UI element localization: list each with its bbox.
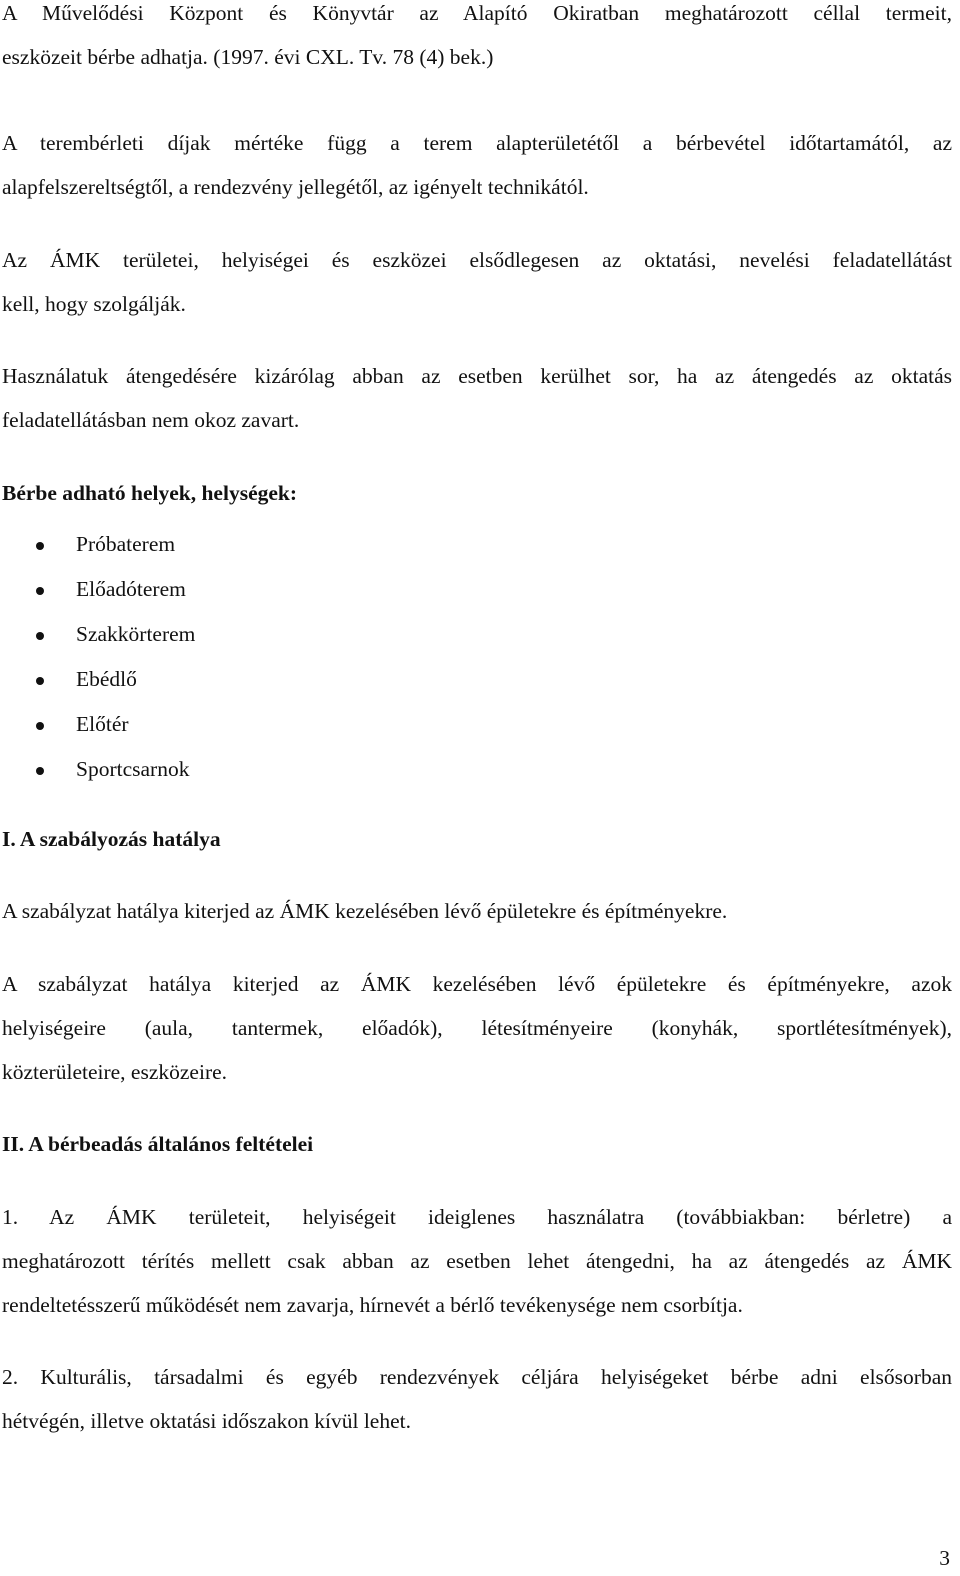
bullet-icon [36,677,44,685]
list-item-label: Sportcsarnok [76,757,190,781]
section-heading: I. A szabályozás hatálya [2,827,221,851]
page-number: 3 [939,1546,950,1570]
paragraph-line: rendeltetésszerű működését nem zavarja, hírnevét a bérlő tevékenysége nem csorbítja. [2,1293,743,1317]
paragraph-line: A szabályzat hatálya kiterjed az ÁMK kezelésében lévő épületekre és építményekre. [2,899,728,923]
list-item-label: Próbaterem [76,532,176,556]
bullet-icon [36,632,44,640]
paragraph-line: eszközeit bérbe adhatja. (1997. évi CXL. Tv. 78 (4) bek.) [2,45,494,69]
bullet-icon [36,767,44,775]
paragraph-line: meghatározott térítés mellett csak abban az esetben lehet átengedni, ha az átengedés az ÁMK [2,1249,952,1273]
paragraph-line: közterületeire, eszközeire. [2,1060,228,1084]
paragraph-line: kell, hogy szolgálják. [2,292,186,316]
list-heading: Bérbe adható helyek, helységek: [2,481,298,505]
list-item-label: Ebédlő [76,667,137,691]
paragraph-line: A terembérleti díjak mértéke függ a terem alapterületétől a bérbevétel időtartamától, az [2,131,952,155]
paragraph-line: Használatuk átengedésére kizárólag abban az esetben kerülhet sor, ha az átengedés az oktatás [2,364,952,388]
list-item-label: Előtér [76,712,129,736]
list-item-label: Szakkörterem [76,622,196,646]
paragraph-line: feladatellátásban nem okoz zavart. [2,408,300,432]
bullet-icon [36,722,44,730]
paragraph-line: helyiségeire (aula, tantermek, előadók), létesítményeire (konyhák, sportlétesítmények), [2,1016,952,1040]
bullet-icon [36,542,44,550]
list-item-label: Előadóterem [76,577,186,601]
bullet-icon [36,587,44,595]
paragraph-line: A szabályzat hatálya kiterjed az ÁMK kezelésében lévő épületekre és építményekre, azok [2,972,952,996]
paragraph-line: 1. Az ÁMK területeit, helyiségeit ideiglenes használatra (továbbiakban: bérletre) a [2,1205,952,1229]
paragraph-line: alapfelszereltségtől, a rendezvény jellegétől, az igényelt technikától. [2,175,589,199]
paragraph-line: hétvégén, illetve oktatási időszakon kívül lehet. [2,1409,411,1433]
paragraph-line: A Művelődési Központ és Könyvtár az Alapító Okiratban meghatározott céllal termeit, [2,1,952,25]
paragraph-line: 2. Kulturális, társadalmi és egyéb rendezvények céljára helyiségeket bérbe adni elsősorban [2,1365,952,1389]
paragraph-line: Az ÁMK területei, helyiségei és eszközei elsődlegesen az oktatási, nevelési feladatellátást [2,248,952,272]
section-heading: II. A bérbeadás általános feltételei [2,1132,314,1156]
